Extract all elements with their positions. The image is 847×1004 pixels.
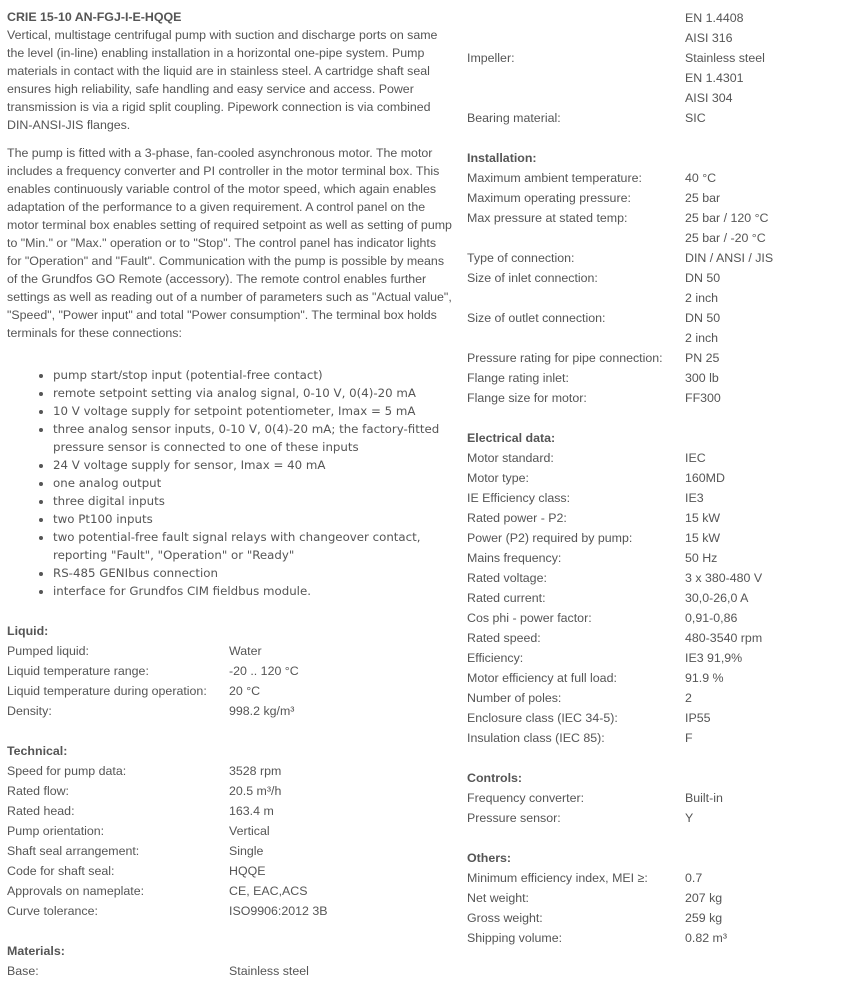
spec-value: 300 lb (685, 371, 719, 385)
spec-row (467, 888, 837, 908)
spec-label: Enclosure class (IEC 34-5): (467, 711, 618, 725)
spec-label: Rated power - P2: (467, 511, 567, 525)
spec-row (467, 908, 837, 928)
section-others (467, 848, 837, 948)
spec-row (467, 928, 837, 948)
spec-row (467, 468, 837, 488)
spec-value: PN 25 (685, 351, 720, 365)
spec-value: 20 °C (229, 684, 261, 698)
spec-row (7, 821, 452, 841)
spec-value: AISI 304 (685, 91, 733, 105)
spec-label: Speed for pump data: (7, 764, 127, 778)
spec-value: 207 kg (685, 891, 723, 905)
spec-value: IE3 (685, 491, 704, 505)
spec-value: 25 bar / -20 °C (685, 231, 766, 245)
spec-label (467, 88, 685, 108)
spec-value: 0.7 (685, 871, 703, 885)
spec-label: Shaft seal arrangement: (7, 844, 140, 858)
spec-row (467, 248, 837, 268)
spec-row (467, 668, 837, 688)
spec-row (467, 588, 837, 608)
spec-value: FF300 (685, 391, 721, 405)
spec-row (467, 548, 837, 568)
product-title: CRIE 15-10 AN-FGJ-I-E-HQQE (7, 10, 182, 24)
spec-label: Pressure rating for pipe connection: (467, 351, 663, 365)
spec-value: DN 50 (685, 311, 721, 325)
spec-value: CE, EAC,ACS (229, 884, 308, 898)
spec-label: Rated current: (467, 591, 546, 605)
spec-row (467, 448, 837, 468)
spec-value: ISO9906:2012 3B (229, 904, 328, 918)
list-item: • three digital inputs (53, 492, 452, 510)
spec-value: AISI 316 (685, 31, 733, 45)
spec-row (467, 788, 837, 808)
spec-label: Density: (7, 704, 52, 718)
section-heading: Liquid: (7, 624, 49, 638)
spec-row (467, 568, 837, 588)
list-item: • 24 V voltage supply for sensor, Imax = 40 mA (53, 456, 452, 474)
spec-label: Maximum ambient temperature: (467, 171, 642, 185)
spec-label: Pump orientation: (7, 824, 105, 838)
spec-label: Shipping volume: (467, 931, 563, 945)
spec-label (467, 288, 685, 308)
spec-row (467, 368, 837, 388)
spec-row (7, 881, 452, 901)
left-column (7, 8, 452, 981)
spec-row (7, 861, 452, 881)
spec-row (467, 228, 837, 248)
spec-row (467, 268, 837, 288)
spec-row (7, 841, 452, 861)
spec-value: Stainless steel (685, 51, 765, 65)
spec-value: 2 inch (685, 291, 719, 305)
list-item: • RS-485 GENIbus connection (53, 564, 452, 582)
section-controls (467, 768, 837, 828)
spec-value: 160MD (685, 471, 725, 485)
spec-row (7, 761, 452, 781)
spec-label: Max pressure at stated temp: (467, 211, 628, 225)
list-item: • remote setpoint setting via analog signal, 0-10 V, 0(4)-20 mA (53, 384, 452, 402)
spec-value: 15 kW (685, 531, 721, 545)
spec-label: Size of outlet connection: (467, 311, 606, 325)
spec-label: Motor type: (467, 471, 529, 485)
list-item: • pump start/stop input (potential-free contact) (53, 366, 452, 384)
spec-label: Size of inlet connection: (467, 271, 598, 285)
spec-value: 25 bar / 120 °C (685, 211, 769, 225)
spec-label: Flange rating inlet: (467, 371, 569, 385)
spec-value: 91.9 % (685, 671, 724, 685)
product-description: Vertical, multistage centrifugal pump with suction and discharge ports on same the level (in-line) enabling installation in a horizontal one-pipe system. Pump materials in contact with the liquid are in stainless steel. A cartridge shaft seal ensures high reliability, safe handling and easy service and access. Power transmission is via a rigid split coupling. Pipework connection is via combined DIN-ANSI-JIS flanges. (7, 28, 438, 132)
spec-row (7, 681, 452, 701)
section-heading: Installation: (467, 151, 537, 165)
spec-label: Code for shaft seal: (7, 864, 115, 878)
section-heading: Electrical data: (467, 431, 556, 445)
spec-value: F (685, 731, 693, 745)
list-item: • interface for Grundfos CIM fieldbus module. (53, 582, 452, 600)
spec-label: IE Efficiency class: (467, 491, 571, 505)
spec-row (467, 608, 837, 628)
spec-label: Bearing material: (467, 111, 561, 125)
spec-row (7, 641, 452, 661)
list-item: • two potential-free fault signal relays with changeover contact, reporting "Fault", "Operation" or "Ready" (53, 528, 452, 564)
spec-label: Cos phi - power factor: (467, 611, 592, 625)
spec-value: 2 inch (685, 331, 719, 345)
spec-value: HQQE (229, 864, 266, 878)
spec-row (467, 808, 837, 828)
section-heading: Others: (467, 851, 512, 865)
spec-label: Curve tolerance: (7, 904, 98, 918)
spec-label (467, 28, 685, 48)
spec-value: Built-in (685, 791, 723, 805)
spec-value: IE3 91,9% (685, 651, 743, 665)
section-heading: Materials: (7, 944, 65, 958)
section-electrical (467, 428, 837, 748)
section-heading: Controls: (467, 771, 523, 785)
terminal-list (7, 366, 452, 600)
spec-value: 259 kg (685, 911, 723, 925)
spec-value: Vertical (229, 824, 270, 838)
spec-label: Rated head: (7, 804, 75, 818)
spec-row (467, 168, 837, 188)
list-item: • 10 V voltage supply for setpoint potentiometer, Imax = 5 mA (53, 402, 452, 420)
spec-row (467, 288, 837, 308)
spec-label: Power (P2) required by pump: (467, 531, 633, 545)
spec-label: Rated flow: (7, 784, 69, 798)
spec-row (467, 208, 837, 228)
spec-row (467, 48, 837, 68)
spec-row (467, 508, 837, 528)
spec-label: Base: (7, 964, 39, 978)
spec-value: -20 .. 120 °C (229, 664, 299, 678)
spec-row (467, 188, 837, 208)
spec-label: Rated voltage: (467, 571, 547, 585)
spec-label: Liquid temperature during operation: (7, 684, 207, 698)
spec-value: IEC (685, 451, 706, 465)
spec-row (467, 328, 837, 348)
spec-label: Net weight: (467, 891, 529, 905)
spec-label (467, 328, 685, 348)
spec-value: 480-3540 rpm (685, 631, 763, 645)
spec-label (467, 68, 685, 88)
spec-row (467, 68, 837, 88)
section-materials-continued (467, 8, 837, 128)
spec-label: Motor standard: (467, 451, 554, 465)
spec-label: Insulation class (IEC 85): (467, 731, 605, 745)
spec-row (467, 28, 837, 48)
list-item: • two Pt100 inputs (53, 510, 452, 528)
spec-row (467, 388, 837, 408)
spec-label: Flange size for motor: (467, 391, 587, 405)
spec-value: 3528 rpm (229, 764, 282, 778)
spec-value: 50 Hz (685, 551, 718, 565)
spec-label (467, 8, 685, 28)
spec-label: Frequency converter: (467, 791, 585, 805)
spec-value: SIC (685, 111, 706, 125)
spec-value: Single (229, 844, 264, 858)
spec-row (467, 708, 837, 728)
spec-label: Minimum efficiency index, MEI ≥: (467, 871, 648, 885)
spec-row (467, 728, 837, 748)
spec-label: Impeller: (467, 51, 515, 65)
section-liquid (7, 621, 452, 721)
spec-row (467, 528, 837, 548)
spec-label: Motor efficiency at full load: (467, 671, 617, 685)
spec-value: IP55 (685, 711, 711, 725)
spec-value: 40 °C (685, 171, 717, 185)
spec-label: Rated speed: (467, 631, 541, 645)
spec-label: Liquid temperature range: (7, 664, 149, 678)
spec-value: 998.2 kg/m³ (229, 704, 295, 718)
spec-value: 25 bar (685, 191, 721, 205)
spec-value: DN 50 (685, 271, 721, 285)
spec-value: 3 x 380-480 V (685, 571, 763, 585)
spec-value: Water (229, 644, 262, 658)
spec-label: Maximum operating pressure: (467, 191, 631, 205)
spec-row (467, 308, 837, 328)
spec-row (467, 108, 837, 128)
spec-label: Approvals on nameplate: (7, 884, 145, 898)
spec-label: Mains frequency: (467, 551, 562, 565)
spec-value: 163.4 m (229, 804, 274, 818)
spec-row (7, 961, 452, 981)
spec-row (7, 901, 452, 921)
spec-row (7, 661, 452, 681)
spec-value: 15 kW (685, 511, 721, 525)
spec-row (467, 348, 837, 368)
spec-row (467, 868, 837, 888)
spec-row (467, 88, 837, 108)
spec-row (467, 628, 837, 648)
section-installation (467, 148, 837, 408)
spec-label: Efficiency: (467, 651, 524, 665)
spec-value: 0,91-0,86 (685, 611, 738, 625)
spec-value: Stainless steel (229, 964, 309, 978)
spec-value: Y (685, 811, 694, 825)
section-technical (7, 741, 452, 921)
spec-value: 30,0-26,0 A (685, 591, 749, 605)
spec-row (7, 701, 452, 721)
spec-row (467, 648, 837, 668)
spec-value: EN 1.4301 (685, 71, 744, 85)
right-column (467, 8, 837, 948)
spec-value: EN 1.4408 (685, 11, 744, 25)
motor-description: The pump is fitted with a 3-phase, fan-cooled asynchronous motor. The motor includes a frequency converter and PI controller in the motor terminal box. This enables continuously variable control of the motor speed, which again enables adaptation of the performance to a given requirement. A control panel on the motor terminal box enables setting of required setpoint as well as setting of pump to "Min." or "Max." operation or to "Stop". The control panel has indicator lights for "Operation" and "Fault". Communication with the pump is possible by means of the Grundfos GO Remote (accessory). The remote control enables further settings as well as reading out of a number of parameters such as "Actual value", "Speed", "Power input" and total "Power consumption". The terminal box holds terminals for these connections: (7, 146, 452, 340)
spec-row (467, 488, 837, 508)
list-item: • one analog output (53, 474, 452, 492)
spec-label: Number of poles: (467, 691, 562, 705)
spec-label: Type of connection: (467, 251, 575, 265)
spec-value: 0.82 m³ (685, 931, 728, 945)
spec-row (7, 781, 452, 801)
spec-row (7, 801, 452, 821)
list-item: • three analog sensor inputs, 0-10 V, 0(4)-20 mA; the factory-fitted pressure sensor is connected to one of these inputs (53, 420, 452, 456)
spec-value: 20.5 m³/h (229, 784, 282, 798)
spec-label: Pumped liquid: (7, 644, 89, 658)
spec-row (467, 8, 837, 28)
spec-label: Pressure sensor: (467, 811, 561, 825)
spec-label: Gross weight: (467, 911, 543, 925)
section-materials (7, 941, 452, 981)
section-heading: Technical: (7, 744, 68, 758)
spec-value: DIN / ANSI / JIS (685, 251, 774, 265)
spec-label (467, 228, 685, 248)
spec-row (467, 688, 837, 708)
spec-value: 2 (685, 691, 692, 705)
